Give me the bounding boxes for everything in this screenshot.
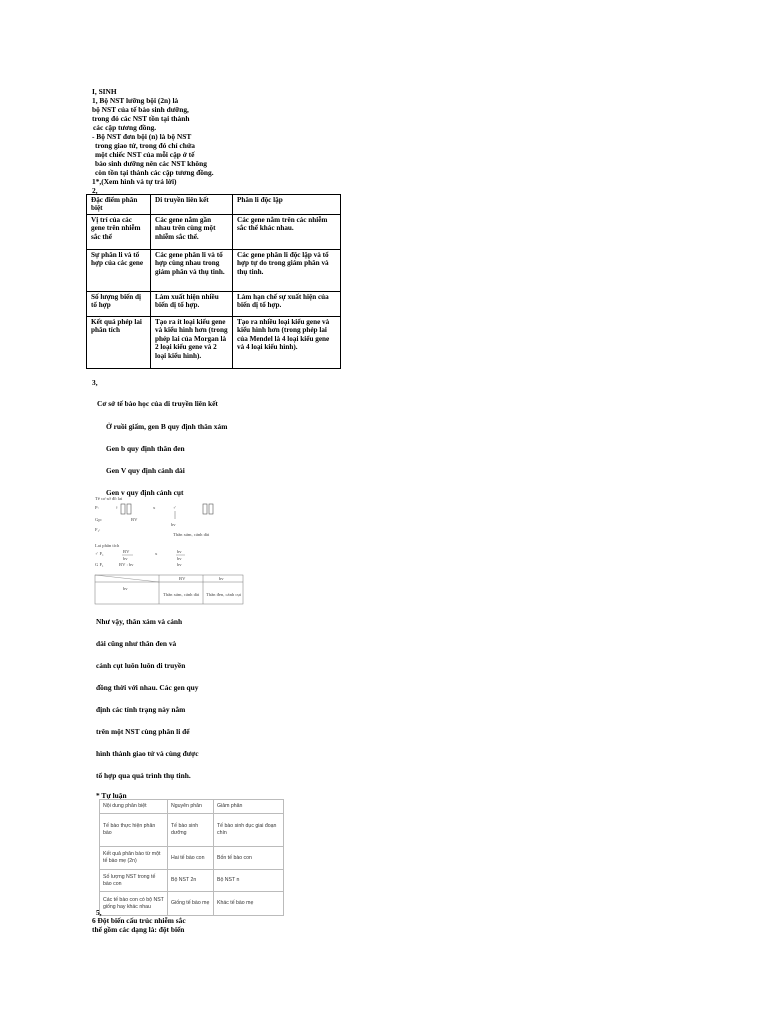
f1-genotype-top: BV bbox=[123, 549, 130, 554]
conclusion-line: định các tính trạng này nằm bbox=[96, 705, 186, 714]
table-header-cell: Giảm phân bbox=[214, 800, 284, 814]
text-line: bộ NST của tế bào sinh dưỡng, bbox=[92, 105, 189, 114]
f1-phenotype: Thân xám, cánh dài bbox=[173, 532, 210, 537]
table-cell: Số lượng biến dị tổ hợp bbox=[87, 292, 151, 317]
chromosome-icon bbox=[121, 504, 125, 514]
tester-genotype-bottom: bv bbox=[177, 556, 182, 561]
table-header-cell: Phân li độc lập bbox=[233, 195, 341, 215]
conclusion-line: trên một NST cùng phân li để bbox=[96, 727, 190, 736]
gene-item: Gen v quy định cánh cụt bbox=[106, 488, 184, 497]
text-line: trong giao tử, trong đó chỉ chứa bbox=[95, 141, 195, 150]
text-line: 1, Bộ NST lưỡng bội (2n) là bbox=[92, 96, 179, 105]
section-number-2: 2, bbox=[92, 186, 98, 195]
row-label-f1: F₁: bbox=[95, 527, 101, 532]
grid-head-1: BV bbox=[179, 576, 186, 581]
text-line: các cặp tương đồng. bbox=[93, 123, 157, 132]
row-label-gp: Gp: bbox=[95, 517, 102, 522]
table-cell: Hai tế bào con bbox=[168, 847, 214, 870]
table-cell: Làm hạn chế sự xuất hiện của biến dị tổ hợp. bbox=[233, 292, 341, 317]
gamete-bv: BV bbox=[131, 517, 138, 522]
table-header-row bbox=[100, 800, 284, 814]
table-cell: Bốn tế bào con bbox=[214, 847, 284, 870]
table-header-cell: Di truyền liên kết bbox=[151, 195, 233, 215]
tester-genotype-top: bv bbox=[177, 549, 182, 554]
section-3-heading: Cơ sở tế bào học của di truyền liên kết bbox=[97, 399, 218, 408]
table-cell: Sự phân li và tổ hợp của các gene bbox=[87, 250, 151, 292]
text-line: còn tồn tại thành các cặp tương đồng. bbox=[95, 168, 214, 177]
table-cell: Các gene nằm trên các nhiễm sắc thể khác nhau. bbox=[233, 215, 341, 250]
table-header-row bbox=[87, 195, 341, 215]
gene-item: Gen V quy định cánh dài bbox=[106, 466, 185, 475]
conclusion-line: dài cũng như thân đen và bbox=[96, 639, 177, 648]
text-line: một chiếc NST của mỗi cặp ở tế bbox=[95, 150, 195, 159]
text-line: trong đó các NST tồn tại thành bbox=[92, 114, 190, 123]
chromosome-icon bbox=[203, 504, 207, 514]
result-2: Thân đen, cánh cụt bbox=[206, 592, 241, 597]
f1-gametes: BV : bv bbox=[119, 562, 134, 567]
essay-label: * Tự luận bbox=[96, 791, 127, 800]
row-label-p: P: bbox=[95, 505, 99, 510]
text-line: thể gồm các dạng là: đột biến bbox=[92, 925, 185, 934]
cross-row-2: G F₁ bbox=[95, 562, 104, 567]
conclusion-line: đồng thời với nhau. Các gen quy bbox=[96, 683, 199, 692]
gamete-bv-lower: bv bbox=[171, 522, 176, 527]
chromosome-icon bbox=[127, 504, 131, 514]
table-cell: Bộ NST 2n bbox=[168, 870, 214, 892]
table-cell: Vị trí của các gene trên nhiễm sắc thể bbox=[87, 215, 151, 250]
table-row bbox=[87, 292, 341, 317]
table-header-cell: Đặc điểm phân biệt bbox=[87, 195, 151, 215]
chromosome-icon bbox=[209, 504, 213, 514]
table-cell: Các gene nằm gần nhau trên cùng một nhiễm sắc thể. bbox=[151, 215, 233, 250]
table-cell: Tế bào thực hiện phân bào bbox=[100, 814, 168, 847]
result-1: Thân xám, cánh dài bbox=[163, 592, 200, 597]
tester-gamete: bv bbox=[177, 562, 182, 567]
cross-sign: x bbox=[153, 505, 156, 510]
diagram-title: Tế cơ sở đồ lai bbox=[95, 496, 123, 501]
conclusion-line: hình thành giao tử và cùng được bbox=[96, 749, 199, 758]
heading-sinh: I, SINH bbox=[92, 87, 117, 96]
cross-title: Lai phân tích bbox=[95, 543, 120, 548]
text-line: 1*,(Xem hình và tự trả lời) bbox=[92, 177, 177, 186]
table-cell: Tạo ra ít loại kiểu gene và kiểu hình hơn (trong phép lai của Morgan là 2 loại kiểu gene và 2 loại kiểu hình). bbox=[151, 317, 233, 369]
table-cell: Tế bào sinh dưỡng bbox=[168, 814, 214, 847]
table-row bbox=[100, 892, 284, 916]
section-6-text bbox=[92, 916, 186, 934]
mitosis-meiosis-table bbox=[99, 799, 284, 916]
gene-item: Ở ruồi giấm, gen B quy định thân xám bbox=[106, 422, 228, 431]
conclusion-line: tổ hợp qua quá trình thụ tinh. bbox=[96, 771, 191, 780]
table-header-cell: Nội dung phân biệt bbox=[100, 800, 168, 814]
table-cell: Bộ NST n bbox=[214, 870, 284, 892]
table-cell: Kết quả phân bào từ một tế bào mẹ (2n) bbox=[100, 847, 168, 870]
table-row bbox=[100, 847, 284, 870]
table-cell: Khác tế bào mẹ bbox=[214, 892, 284, 916]
female-sign: ♀ bbox=[115, 505, 119, 510]
f1-genotype-bottom: bv bbox=[123, 556, 128, 561]
table-row bbox=[100, 814, 284, 847]
table-cell: Tế bào sinh dục giai đoạn chín bbox=[214, 814, 284, 847]
male-sign: ♂ bbox=[173, 505, 177, 510]
comparison-table bbox=[86, 194, 341, 369]
table-cell: Số lượng NST trong tế bào con bbox=[100, 870, 168, 892]
table-header-cell: Nguyên phân bbox=[168, 800, 214, 814]
table-cell: Tạo ra nhiều loại kiểu gene và kiểu hình hơn (trong phép lai của Mendel là 4 loại kiểu gene và 4 loại kiểu hình). bbox=[233, 317, 341, 369]
conclusion-line: cánh cụt luôn luôn di truyền bbox=[96, 661, 186, 670]
table-cell: Làm xuất hiện nhiều biến dị tổ hợp. bbox=[151, 292, 233, 317]
grid-head-2: bv bbox=[219, 576, 224, 581]
section-number-5: 5, bbox=[96, 908, 102, 917]
section-number-3: 3, bbox=[92, 378, 98, 387]
grid-row-head: bv bbox=[123, 586, 128, 591]
text-line: bào sinh dưỡng nên các NST không bbox=[95, 159, 207, 168]
table-row bbox=[87, 250, 341, 292]
table-cell: Giống tế bào mẹ bbox=[168, 892, 214, 916]
text-line: - Bộ NST đơn bội (n) là bộ NST bbox=[92, 132, 192, 141]
text-line: 6 Đột biến cấu trúc nhiễm sắc bbox=[92, 916, 186, 925]
conclusion-line: Như vậy, thân xám và cánh bbox=[96, 617, 183, 626]
cross-row-1: ♂ F₁ bbox=[95, 551, 104, 556]
section-1-text bbox=[92, 87, 214, 195]
table-row bbox=[100, 870, 284, 892]
table-cell: Các gene phân li và tổ hợp cùng nhau trong giảm phân và thụ tinh. bbox=[151, 250, 233, 292]
cross-diagram bbox=[93, 494, 253, 606]
table-row bbox=[87, 317, 341, 369]
table-cell: Kết quả phép lai phân tích bbox=[87, 317, 151, 369]
cross-sign: x bbox=[155, 551, 158, 556]
gene-item: Gen b quy định thân đen bbox=[106, 444, 185, 453]
table-cell: Các tế bào con có bộ NST giống hay khác nhau bbox=[100, 892, 168, 916]
table-row bbox=[87, 215, 341, 250]
table-cell: Các gene phân li độc lập và tổ hợp tự do trong giảm phân và thụ tinh. bbox=[233, 250, 341, 292]
